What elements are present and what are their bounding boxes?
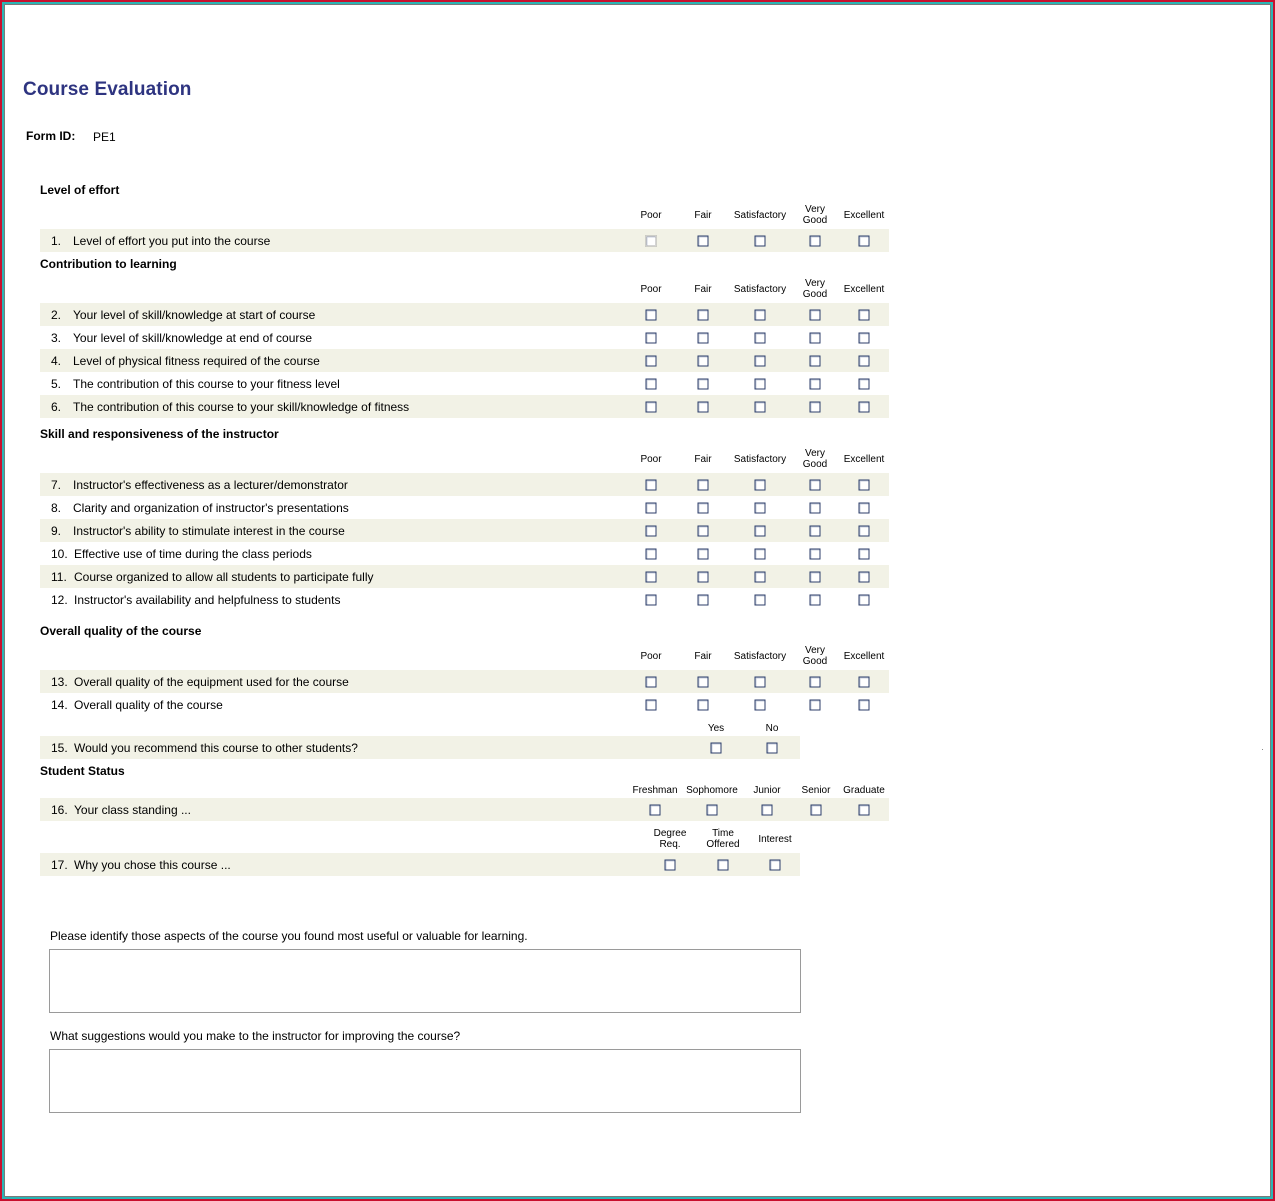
question-number: 5. xyxy=(51,377,62,391)
question-11-checkbox-1[interactable] xyxy=(646,572,657,583)
question-text: Overall quality of the course xyxy=(74,698,223,712)
question-12-checkbox-5[interactable] xyxy=(859,595,870,606)
question-14-checkbox-2[interactable] xyxy=(698,700,709,711)
question-text: Effective use of time during the class periods xyxy=(74,547,312,561)
question-number: 12. xyxy=(51,593,68,607)
question-number: 7. xyxy=(51,478,62,492)
section3-col-satisfactory: Satisfactory xyxy=(733,454,787,465)
question-text: Course organized to allow all students to participate fully xyxy=(74,570,374,584)
question-12-checkbox-2[interactable] xyxy=(698,595,709,606)
section4-col-satisfactory: Satisfactory xyxy=(733,651,787,662)
question-number: 9. xyxy=(51,524,62,538)
section4-col-poor: Poor xyxy=(640,651,662,662)
standing-col-senior: Senior xyxy=(801,785,831,796)
question-10-checkbox-1[interactable] xyxy=(646,549,657,560)
question-16-checkbox-2[interactable] xyxy=(707,805,718,816)
form-id-value: PE1 xyxy=(93,130,116,144)
question-9-checkbox-5[interactable] xyxy=(859,526,870,537)
question-5-checkbox-5[interactable] xyxy=(859,379,870,390)
question-6-checkbox-2[interactable] xyxy=(698,402,709,413)
reason-col-interest: Interest xyxy=(758,834,792,845)
reason-col-degree-req.: Degree Req. xyxy=(653,828,687,850)
question-11-checkbox-2[interactable] xyxy=(698,572,709,583)
question-2-checkbox-5[interactable] xyxy=(859,310,870,321)
question-8-checkbox-1[interactable] xyxy=(646,503,657,514)
question-8-checkbox-5[interactable] xyxy=(859,503,870,514)
question-12-checkbox-3[interactable] xyxy=(755,595,766,606)
section1-col-excellent: Excellent xyxy=(843,210,885,221)
recommend-col-no: No xyxy=(765,723,779,734)
question-6-checkbox-3[interactable] xyxy=(755,402,766,413)
question-8-checkbox-2[interactable] xyxy=(698,503,709,514)
question-text: The contribution of this course to your skill/knowledge of fitness xyxy=(73,400,410,414)
form-id-label: Form ID: xyxy=(26,129,76,143)
question-17-checkbox-3[interactable] xyxy=(770,860,781,871)
comment-textarea-2[interactable] xyxy=(49,1049,801,1113)
question-1-checkbox-1[interactable] xyxy=(646,236,657,247)
question-2-checkbox-1[interactable] xyxy=(646,310,657,321)
section2-col-very-good: Very Good xyxy=(802,278,828,300)
question-6-checkbox-4[interactable] xyxy=(810,402,821,413)
question-text: Instructor's effectiveness as a lecturer/demonstrator xyxy=(73,478,348,492)
question-number: 11. xyxy=(51,570,67,584)
question-13-checkbox-1[interactable] xyxy=(646,677,657,688)
standing-col-graduate: Graduate xyxy=(843,785,885,796)
question-15-row xyxy=(40,736,800,759)
question-4-checkbox-5[interactable] xyxy=(859,356,870,367)
question-16-checkbox-4[interactable] xyxy=(811,805,822,816)
question-number: 3. xyxy=(51,331,62,345)
section-title-student-status: Student Status xyxy=(40,764,125,778)
question-8-checkbox-4[interactable] xyxy=(810,503,821,514)
question-7-checkbox-4[interactable] xyxy=(810,480,821,491)
question-1-checkbox-4[interactable] xyxy=(810,236,821,247)
section2-col-fair: Fair xyxy=(694,284,712,295)
section2-col-excellent: Excellent xyxy=(843,284,885,295)
question-15-checkbox-2[interactable] xyxy=(767,743,778,754)
question-number: 2. xyxy=(51,308,62,322)
section1-col-satisfactory: Satisfactory xyxy=(733,210,787,221)
question-number: 8. xyxy=(51,501,62,515)
section-title: Skill and responsiveness of the instructor xyxy=(40,427,279,441)
reason-col-time-offered: Time Offered xyxy=(706,828,740,850)
section-title: Overall quality of the course xyxy=(40,624,202,638)
question-text: Your level of skill/knowledge at start of course xyxy=(73,308,316,322)
question-17-checkbox-2[interactable] xyxy=(718,860,729,871)
question-13-checkbox-5[interactable] xyxy=(859,677,870,688)
question-11-checkbox-3[interactable] xyxy=(755,572,766,583)
question-4-checkbox-4[interactable] xyxy=(810,356,821,367)
comment-textarea-1[interactable] xyxy=(49,949,801,1013)
question-5-checkbox-1[interactable] xyxy=(646,379,657,390)
question-3-checkbox-1[interactable] xyxy=(646,333,657,344)
section4-col-fair: Fair xyxy=(694,651,712,662)
question-7-checkbox-1[interactable] xyxy=(646,480,657,491)
section3-col-fair: Fair xyxy=(694,454,712,465)
question-2-checkbox-3[interactable] xyxy=(755,310,766,321)
question-number: 4. xyxy=(51,354,62,368)
question-1-checkbox-3[interactable] xyxy=(755,236,766,247)
question-number: 13. xyxy=(51,675,68,689)
section-title: Contribution to learning xyxy=(40,257,177,271)
question-13-checkbox-4[interactable] xyxy=(810,677,821,688)
question-9-checkbox-4[interactable] xyxy=(810,526,821,537)
section1-col-fair: Fair xyxy=(694,210,712,221)
question-number: 1. xyxy=(51,234,62,248)
question-12-checkbox-4[interactable] xyxy=(810,595,821,606)
question-14-checkbox-5[interactable] xyxy=(859,700,870,711)
section2-col-satisfactory: Satisfactory xyxy=(733,284,787,295)
question-text: The contribution of this course to your fitness level xyxy=(73,377,340,391)
question-14-checkbox-4[interactable] xyxy=(810,700,821,711)
question-text: Level of physical fitness required of the course xyxy=(73,354,320,368)
question-text: Instructor's ability to stimulate interest in the course xyxy=(73,524,345,538)
question-1-checkbox-2[interactable] xyxy=(698,236,709,247)
section2-col-poor: Poor xyxy=(640,284,662,295)
section1-col-poor: Poor xyxy=(640,210,662,221)
question-16-checkbox-3[interactable] xyxy=(762,805,773,816)
standing-col-freshman: Freshman xyxy=(632,785,678,796)
question-14-checkbox-1[interactable] xyxy=(646,700,657,711)
question-9-checkbox-2[interactable] xyxy=(698,526,709,537)
recommend-col-yes: Yes xyxy=(707,723,725,734)
question-3-checkbox-4[interactable] xyxy=(810,333,821,344)
question-3-checkbox-5[interactable] xyxy=(859,333,870,344)
question-text: Why you chose this course ... xyxy=(74,858,231,872)
question-text: Instructor's availability and helpfulness to students xyxy=(74,593,341,607)
question-5-checkbox-4[interactable] xyxy=(810,379,821,390)
question-10-checkbox-2[interactable] xyxy=(698,549,709,560)
question-13-checkbox-2[interactable] xyxy=(698,677,709,688)
question-17-checkbox-1[interactable] xyxy=(665,860,676,871)
question-5-checkbox-2[interactable] xyxy=(698,379,709,390)
question-1-checkbox-5[interactable] xyxy=(859,236,870,247)
question-number: 6. xyxy=(51,400,62,414)
section3-col-very-good: Very Good xyxy=(802,448,828,470)
question-16-checkbox-1[interactable] xyxy=(650,805,661,816)
question-7-checkbox-2[interactable] xyxy=(698,480,709,491)
question-6-checkbox-5[interactable] xyxy=(859,402,870,413)
question-10-checkbox-3[interactable] xyxy=(755,549,766,560)
question-text: Level of effort you put into the course xyxy=(73,234,271,248)
comment-label-1: Please identify those aspects of the course you found most useful or valuable for learning. xyxy=(50,929,528,943)
question-text: Your class standing ... xyxy=(74,803,191,817)
question-4-checkbox-3[interactable] xyxy=(755,356,766,367)
question-8-checkbox-3[interactable] xyxy=(755,503,766,514)
question-text: Would you recommend this course to other students? xyxy=(74,741,358,755)
section3-col-poor: Poor xyxy=(640,454,662,465)
question-7-checkbox-3[interactable] xyxy=(755,480,766,491)
question-7-checkbox-5[interactable] xyxy=(859,480,870,491)
page-title: Course Evaluation xyxy=(23,79,192,100)
standing-col-sophomore: Sophomore xyxy=(686,785,738,796)
question-4-checkbox-1[interactable] xyxy=(646,356,657,367)
standing-col-junior: Junior xyxy=(753,785,781,796)
section-title: Level of effort xyxy=(40,183,120,197)
question-number: 14. xyxy=(51,698,68,712)
question-11-checkbox-5[interactable] xyxy=(859,572,870,583)
question-2-checkbox-2[interactable] xyxy=(698,310,709,321)
stray-pixel xyxy=(1262,749,1263,750)
question-10-checkbox-5[interactable] xyxy=(859,549,870,560)
section3-col-excellent: Excellent xyxy=(843,454,885,465)
question-10-checkbox-4[interactable] xyxy=(810,549,821,560)
section4-col-excellent: Excellent xyxy=(843,651,885,662)
question-15-checkbox-1[interactable] xyxy=(711,743,722,754)
question-text: Your level of skill/knowledge at end of course xyxy=(73,331,313,345)
question-text: Clarity and organization of instructor's presentations xyxy=(73,501,349,515)
question-6-checkbox-1[interactable] xyxy=(646,402,657,413)
question-9-checkbox-3[interactable] xyxy=(755,526,766,537)
question-14-checkbox-3[interactable] xyxy=(755,700,766,711)
question-number: 10. xyxy=(51,547,68,561)
question-number: 17. xyxy=(51,858,68,872)
comment-label-2: What suggestions would you make to the instructor for improving the course? xyxy=(50,1029,461,1043)
question-11-checkbox-4[interactable] xyxy=(810,572,821,583)
section4-col-very-good: Very Good xyxy=(802,645,828,667)
section1-col-very-good: Very Good xyxy=(802,204,828,226)
question-text: Overall quality of the equipment used for the course xyxy=(74,675,349,689)
question-number: 16. xyxy=(51,803,68,817)
question-5-checkbox-3[interactable] xyxy=(755,379,766,390)
question-13-checkbox-3[interactable] xyxy=(755,677,766,688)
question-4-checkbox-2[interactable] xyxy=(698,356,709,367)
question-number: 15. xyxy=(51,741,68,755)
question-3-checkbox-3[interactable] xyxy=(755,333,766,344)
question-12-checkbox-1[interactable] xyxy=(646,595,657,606)
question-2-checkbox-4[interactable] xyxy=(810,310,821,321)
question-9-checkbox-1[interactable] xyxy=(646,526,657,537)
question-3-checkbox-2[interactable] xyxy=(698,333,709,344)
question-17-row xyxy=(40,853,800,876)
question-16-checkbox-5[interactable] xyxy=(859,805,870,816)
